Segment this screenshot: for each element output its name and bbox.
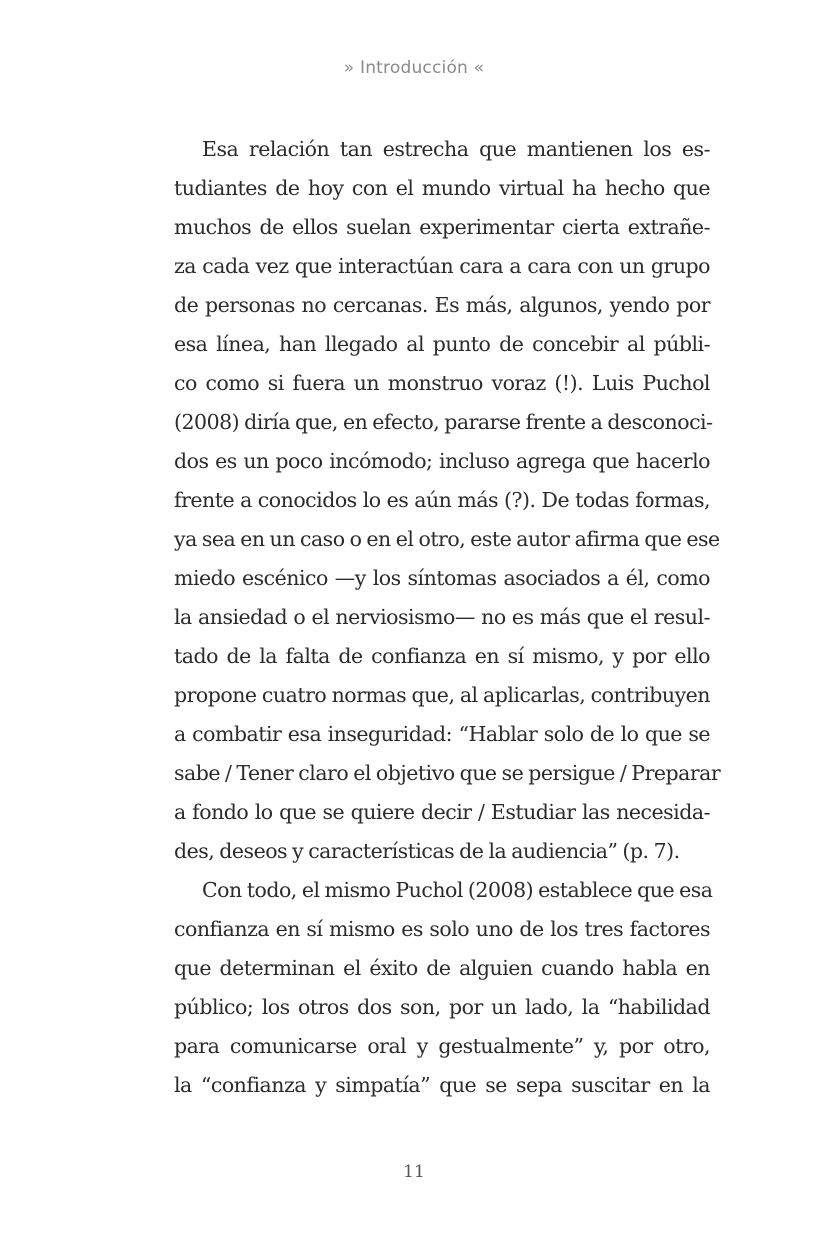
text-line: tudiantes de hoy con el mundo virtual ha hecho que [174, 176, 710, 200]
text-line: (2008) diría que, en efecto, pararse frente a desconoci- [174, 410, 713, 434]
text-line: sabe / Tener claro el objetivo que se persigue / Preparar [174, 761, 721, 785]
text-line: miedo escénico —y los síntomas asociados a él, como [174, 566, 710, 590]
body-text [174, 130, 721, 1105]
text-line: a fondo lo que se quiere decir / Estudiar las necesida- [174, 800, 710, 824]
text-line: esa línea, han llegado al punto de concebir al públi- [174, 332, 710, 356]
text-line: ya sea en un caso o en el otro, este autor afirma que ese [174, 527, 720, 551]
paragraph-2 [174, 871, 713, 1105]
text-line: dos es un poco incómodo; incluso agrega que hacerlo [174, 449, 710, 473]
text-line: la “confianza y simpatía” que se sepa suscitar en la [174, 1073, 710, 1097]
text-line: que determinan el éxito de alguien cuando habla en [174, 956, 710, 980]
text-line: de personas no cercanas. Es más, algunos, yendo por [174, 293, 710, 317]
page-number: 11 [403, 1162, 425, 1182]
text-line: des, deseos y características de la audiencia” (p. 7). [174, 839, 680, 863]
text-line: tado de la falta de confianza en sí mismo, y por ello [174, 644, 710, 668]
text-line: la ansiedad o el nerviosismo— no es más que el resul- [174, 605, 710, 629]
text-line: confianza en sí mismo es solo uno de los tres factores [174, 917, 710, 941]
text-line: para comunicarse oral y gestualmente” y, por otro, [174, 1034, 710, 1058]
text-line: público; los otros dos son, por un lado, la “habilidad [174, 995, 710, 1019]
running-header: » Introducción « [343, 58, 485, 78]
text-line: frente a conocidos lo es aún más (?). De todas formas, [174, 488, 710, 512]
text-line: a combatir esa inseguridad: “Hablar solo de lo que se [174, 722, 710, 746]
text-line: za cada vez que interactúan cara a cara con un grupo [174, 254, 710, 278]
text-line: Con todo, el mismo Puchol (2008) establece que esa [202, 878, 713, 902]
text-line: Esa relación tan estrecha que mantienen los es- [202, 137, 710, 161]
text-line: propone cuatro normas que, al aplicarlas, contribuyen [174, 683, 710, 707]
paragraph-1 [174, 130, 721, 871]
text-line: muchos de ellos suelan experimentar cierta extrañe- [174, 215, 710, 239]
text-line: co como si fuera un monstruo voraz (!). Luis Puchol [174, 371, 710, 395]
